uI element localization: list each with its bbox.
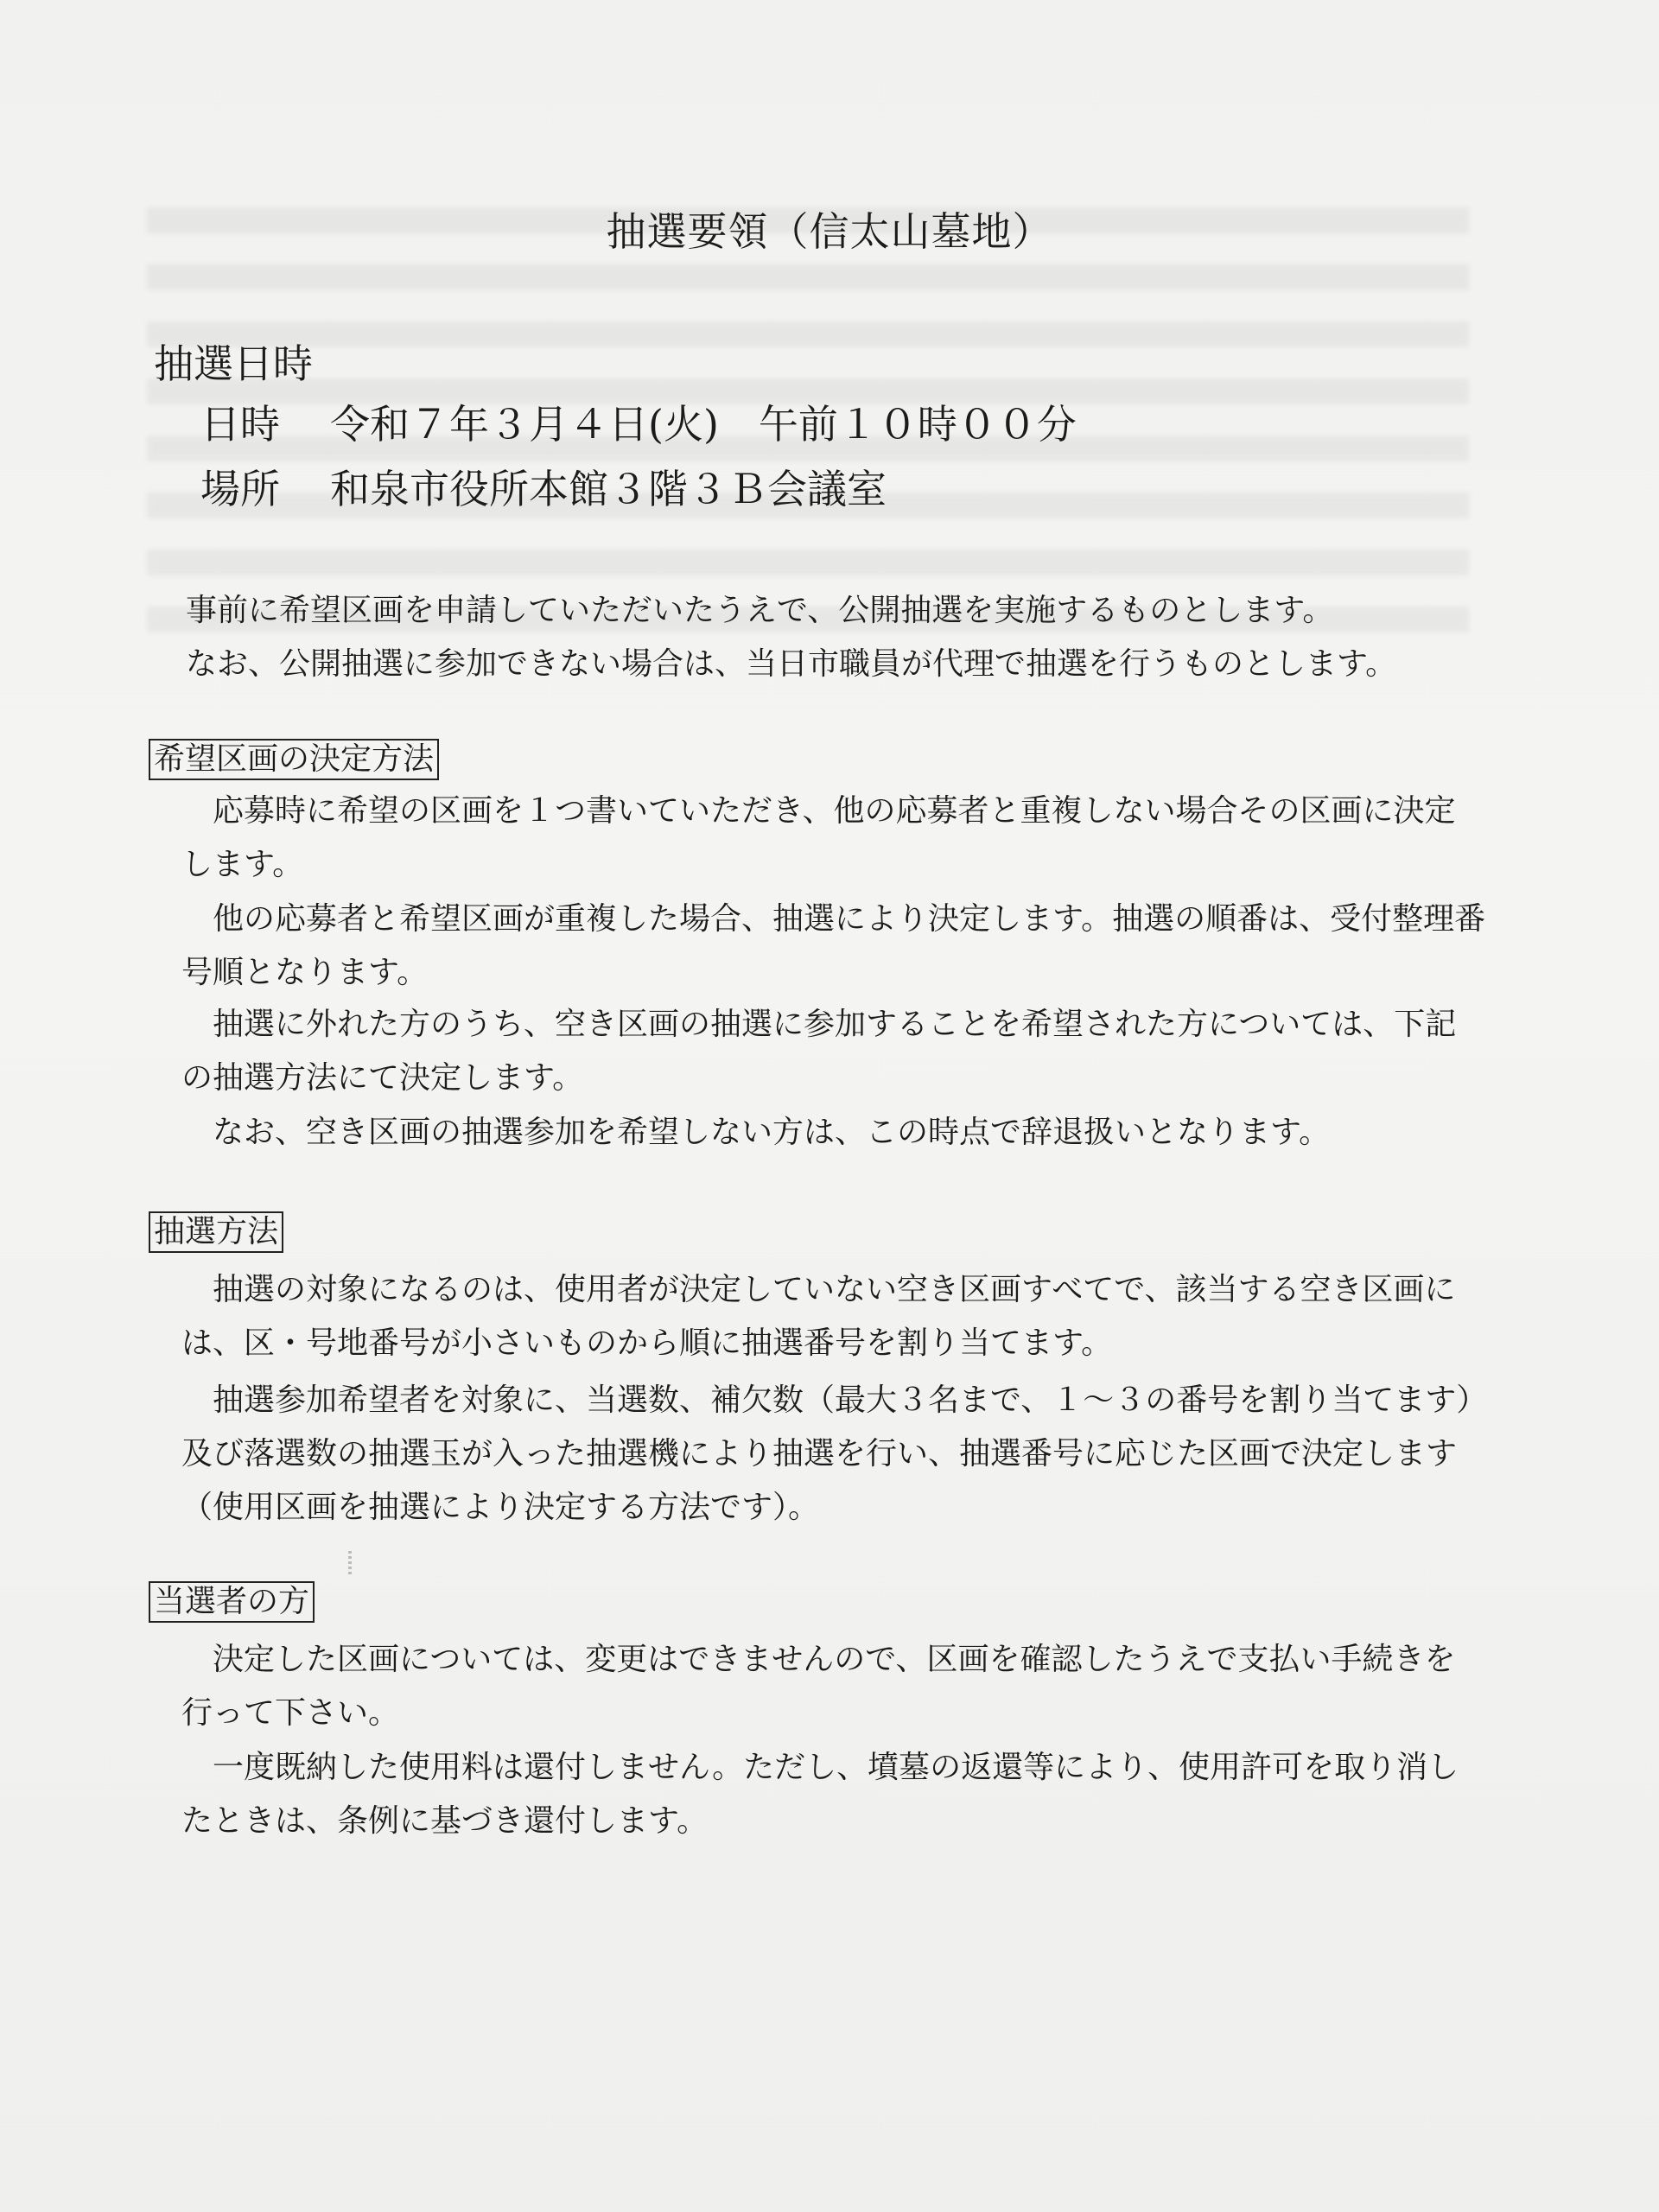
lottery-paragraph-1: 抽選の対象になるのは、使用者が決定していない空き区画すべてで、該当する空き区画には、区・号地番号が小さいものから順に抽選番号を割り当てます。 [181, 1272, 1456, 1361]
place-value: 和泉市役所本館３階３Ｂ会議室 [330, 466, 887, 512]
decision-paragraph-4: なお、空き区画の抽選参加を希望しない方は、この時点で辞退扱いとなります。 [213, 1115, 1331, 1150]
schedule-heading: 抽選日時 [154, 340, 313, 387]
decision-paragraph-2: 他の応募者と希望区画が重複した場合、抽選により決定します。抽選の順番は、受付整理番号順となります。 [181, 901, 1486, 990]
winners-paragraph-1: 決定した区画については、変更はできませんので、区画を確認したうえで支払い手続きを行って下さい。 [181, 1642, 1456, 1731]
place-label: 場所 [200, 466, 280, 512]
document-title: 抽選要領（信太山墓地） [606, 208, 1053, 255]
section-heading-winners: 当選者の方 [149, 1581, 315, 1623]
schedule-place-row [200, 458, 887, 515]
date-label: 日時 [200, 401, 280, 448]
paper-mark [348, 1551, 352, 1575]
decision-paragraph-3: 抽選に外れた方のうち、空き区画の抽選に参加することを希望された方については、下記の抽選方法にて決定します。 [181, 1007, 1457, 1096]
winners-paragraph-2: 一度既納した使用料は還付しません。ただし、墳墓の返還等により、使用許可を取り消したときは、条例に基づき還付します。 [181, 1750, 1459, 1839]
decision-paragraph-1: 応募時に希望の区画を１つ書いていただき、他の応募者と重複しない場合その区画に決定します。 [181, 793, 1456, 882]
section-heading-decision-method: 希望区画の決定方法 [149, 739, 439, 780]
schedule-date-row [200, 393, 1077, 450]
date-value: 令和７年３月４日(火) 午前１０時００分 [330, 401, 1077, 448]
lottery-paragraph-2: 抽選参加希望者を対象に、当選数、補欠数（最大３名まで、１～３の番号を割り当てます）及び落選数の抽選玉が入った抽選機により抽選を行い、抽選番号に応じた区画で決定します（使用区画を抽選により決定する方法です）。 [181, 1382, 1472, 1525]
section-heading-lottery-method: 抽選方法 [149, 1211, 283, 1253]
intro-line-2: なお、公開抽選に参加できない場合は、当日市職員が代理で抽選を行うものとします。 [186, 646, 1397, 682]
intro-line-1: 事前に希望区画を申請していただいたうえで、公開抽選を実施するものとします。 [186, 593, 1334, 628]
